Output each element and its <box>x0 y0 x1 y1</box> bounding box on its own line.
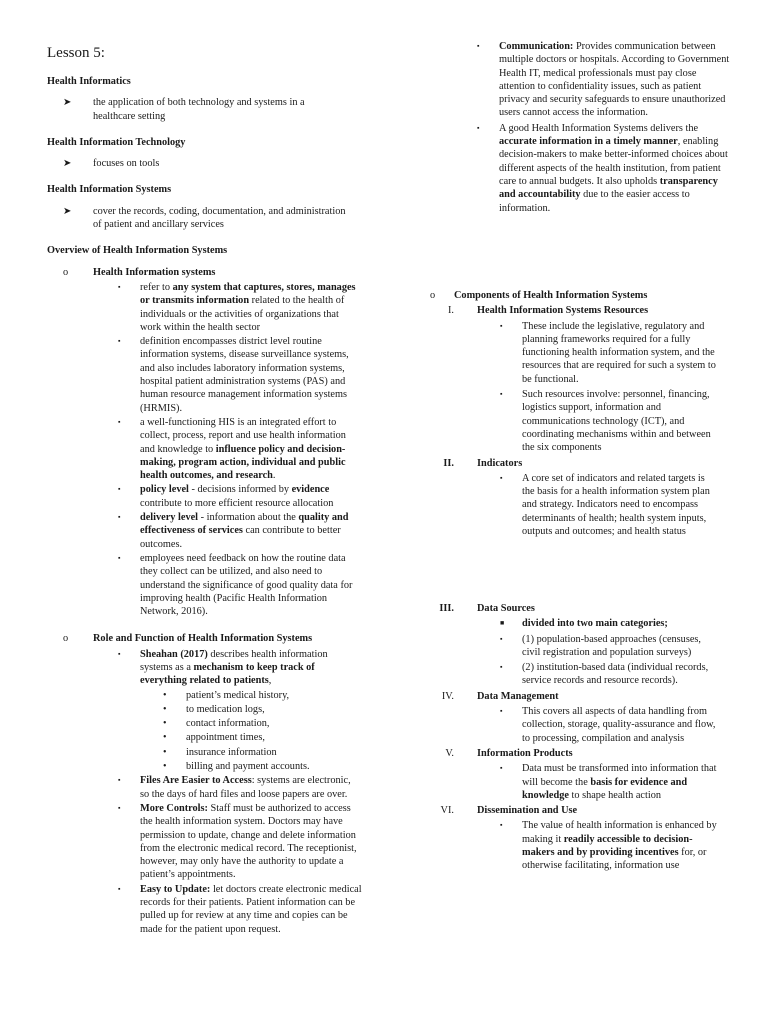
text: : systems are electronic, so the days of hard files and loose papers are over. <box>140 775 351 800</box>
list-item <box>118 774 365 801</box>
emphasis-text: any system that captures, stores, manages or transmits information <box>140 281 356 307</box>
emphasis-text: quality and effectiveness of services <box>140 512 349 537</box>
square-bullet-icon: ▪ <box>118 513 121 522</box>
components-section-2 <box>430 602 730 875</box>
list-item <box>500 320 730 386</box>
text: contact information, <box>186 718 270 730</box>
arrow-bullet-icon: ➤ <box>63 158 72 170</box>
circle-bullet-icon: o <box>430 290 436 301</box>
text: . <box>272 470 276 482</box>
text: , <box>268 675 272 687</box>
square-bullet-icon: ▪ <box>500 634 503 643</box>
text: These include the legislative, regulatory and planning frameworks required for a fully functioning health information system, and the resources that are required for such a system to be functional. <box>522 320 716 385</box>
text: patient’s medical history, <box>186 689 290 701</box>
text: a well-functioning HIS is an integrated effort to collect, process, report and use health information and knowledge to <box>140 416 346 455</box>
dot-bullet-icon: • <box>163 718 167 730</box>
text: to medication logs, <box>186 703 265 715</box>
emphasis-text: delivery level <box>140 512 199 524</box>
subsection-title: Role and Function of Health Information Systems <box>93 633 313 645</box>
text: to shape health action <box>568 789 661 801</box>
text: insurance information <box>186 746 277 758</box>
text: This covers all aspects of data handling from collection, storage, quality-assurance and flow, to processing, compilation and analysis <box>522 706 716 744</box>
sub-list-item <box>163 760 365 773</box>
roman-numeral: III. <box>439 603 454 614</box>
text: employees need feedback on how the routine data they collect can be utilized, and also need to understand the significance of good quality data for improving health (Pacific Health Information Network, 2016). <box>140 552 353 618</box>
emphasis-text: Sheahan (2017) <box>140 648 208 660</box>
square-bullet-icon: ▪ <box>118 337 121 346</box>
list-item <box>477 122 737 215</box>
list-item <box>118 483 365 510</box>
component-title: Data Sources <box>477 603 535 614</box>
list-item <box>118 511 365 551</box>
text: The value of health information is enhanced by making it <box>522 820 717 845</box>
component-heading <box>430 304 730 317</box>
subsection-his <box>47 266 365 279</box>
list-item <box>118 281 365 334</box>
square-bullet-icon: ▪ <box>118 417 121 426</box>
list-item <box>118 883 365 936</box>
dot-bullet-icon: • <box>163 732 167 744</box>
square-bullet-icon: ▪ <box>500 390 503 399</box>
square-bullet-icon: ▪ <box>118 553 121 562</box>
dot-bullet-icon: • <box>163 761 167 773</box>
square-bullet-icon: ▪ <box>118 776 121 785</box>
emphasis-text: accurate information in a timely manner <box>499 136 678 148</box>
right-column-top <box>477 40 737 217</box>
definition-text: focuses on tools <box>93 158 160 170</box>
list-item <box>500 472 730 538</box>
component-title: Information Products <box>477 747 573 759</box>
dot-bullet-icon: • <box>163 703 167 715</box>
square-bullet-icon: ■ <box>500 619 505 628</box>
square-bullet-icon: ▪ <box>477 123 480 132</box>
text: Staff must be authorized to access the health information system. Doctors may have permission to update, change and delete information from the electronic medical record. The receptionist, however, may only have the authority to update a patient’s appointments. <box>140 802 357 881</box>
text: describes health information systems as a <box>140 648 328 673</box>
text: Provides communication between multiple doctors or hospitals. According to Government Health IT, medical professionals must pay close attention to confidentiality issues, such as patient privacy and security safeguards to ensure unauthorized users cannot access the information. <box>499 41 730 119</box>
text: contribute to more efficient resource allocation <box>140 497 334 509</box>
components-section <box>430 289 730 540</box>
definition-text: cover the records, coding, documentation, and administration of patient and ancillary services <box>93 205 346 231</box>
list-item <box>118 416 365 482</box>
sub-list-item <box>163 689 365 702</box>
circle-bullet-icon: o <box>63 633 69 645</box>
square-bullet-icon: ▪ <box>118 282 121 291</box>
component-title: Dissemination and Use <box>477 805 578 817</box>
text: Such resources involve: personnel, financing, logistics support, information and communications technology (ICT), and coordinating mechanisms within and between the six components <box>522 389 711 454</box>
component-heading <box>430 747 730 760</box>
emphasis-text: evidence <box>291 484 330 496</box>
text: - information about the <box>198 512 299 524</box>
square-bullet-icon: ▪ <box>118 884 121 893</box>
roman-numeral: II. <box>443 457 454 469</box>
list-item <box>118 648 365 688</box>
roman-numeral: I. <box>447 305 454 317</box>
text: definition encompasses district level routine information systems, disease surveillance systems, and also includes laboratory information systems, hospital patient administration systems (PAS) and human resource management information systems (HRMIS). <box>140 336 349 414</box>
list-item <box>118 335 365 415</box>
component-heading <box>430 804 730 817</box>
text: due to the easier access to information. <box>499 189 690 214</box>
section-heading-health-informatics: Health Informatics <box>47 76 131 87</box>
emphasis-text: transparency and accountability <box>499 175 718 201</box>
text: for, or otherwise facilitating, information use <box>522 847 707 872</box>
subsection-role <box>47 632 365 645</box>
text: billing and payment accounts. <box>186 761 310 773</box>
dot-bullet-icon: • <box>163 689 167 701</box>
section-heading-his: Health Information Systems <box>47 184 172 196</box>
emphasis-text: basis for evidence and knowledge <box>522 776 688 801</box>
text: (2) institution-based data (individual records, service records and resource records). <box>522 662 709 687</box>
roman-numeral: VI. <box>440 805 454 817</box>
text: Data must be transformed into information that will become the <box>522 763 717 788</box>
roman-numeral: IV. <box>441 690 454 702</box>
list-item <box>500 762 730 802</box>
dot-bullet-icon: • <box>163 746 167 758</box>
square-bullet-icon: ▪ <box>500 321 503 330</box>
list-item <box>500 705 730 745</box>
square-bullet-icon: ▪ <box>500 663 503 672</box>
text: let doctors create electronic medical records for their patients. Patient information can be pulled up for review at any time and copies can be made for the patient upon request. <box>140 883 362 935</box>
square-bullet-icon: ▪ <box>500 821 503 830</box>
list-item <box>118 802 365 882</box>
list-item <box>500 661 730 688</box>
emphasis-text: divided into two main categories; <box>522 618 668 630</box>
text: (1) population-based approaches (censuses, civil registration and population surveys) <box>522 633 701 658</box>
overview-heading: Overview of Health Information Systems <box>47 245 228 257</box>
list-item <box>500 388 730 454</box>
emphasis-text: Communication: <box>499 41 574 52</box>
list-item <box>118 552 365 618</box>
list-item <box>477 40 737 120</box>
list-item <box>500 617 730 630</box>
arrow-item <box>47 96 365 123</box>
sub-list-item <box>163 731 365 744</box>
subsection-title: Components of Health Information Systems <box>454 290 648 301</box>
text: refer to <box>140 281 173 293</box>
square-bullet-icon: ▪ <box>500 764 503 773</box>
arrow-bullet-icon: ➤ <box>63 205 72 217</box>
square-bullet-icon: ▪ <box>118 649 121 658</box>
component-heading <box>430 602 730 615</box>
list-item <box>500 633 730 660</box>
emphasis-text: policy level <box>140 484 189 496</box>
emphasis-text: mechanism to keep track of everything related to patients <box>140 661 315 687</box>
arrow-item <box>47 157 365 170</box>
arrow-item <box>47 205 365 232</box>
square-bullet-icon: ▪ <box>477 42 480 50</box>
emphasis-text: Easy to Update: <box>140 883 211 895</box>
emphasis-text: influence policy and decision-making, program action, individual and public health outcomes, and research <box>140 443 346 482</box>
component-title: Data Management <box>477 690 559 702</box>
square-bullet-icon: ▪ <box>118 803 121 812</box>
emphasis-text: Files Are Easier to Access <box>140 775 252 787</box>
arrow-bullet-icon: ➤ <box>63 97 72 109</box>
subsection-title: Health Information systems <box>93 266 216 278</box>
section-heading-hit: Health Information Technology <box>47 136 186 148</box>
text: , enabling decision-makers to make better-informed choices about different aspects of the health institution, from patient care to annual budgets. It also upholds <box>499 136 728 187</box>
component-title: Indicators <box>477 457 523 469</box>
subsection-components <box>430 289 730 302</box>
component-heading <box>430 457 730 470</box>
component-heading <box>430 690 730 703</box>
lesson-title: Lesson 5: <box>47 45 105 61</box>
sub-list-item <box>163 717 365 730</box>
sub-list-item <box>163 703 365 716</box>
roman-numeral: V. <box>445 747 454 759</box>
emphasis-text: readily accessible to decision-makers and by providing incentives <box>522 833 693 859</box>
definition-text: the application of both technology and systems in a healthcare setting <box>93 97 305 122</box>
text: A core set of indicators and related targets is the basis for a health information system plan and strategy. Indicators need to encompass determinants of health; health system inputs, outputs and outcomes; and health status <box>522 472 710 538</box>
square-bullet-icon: ▪ <box>118 485 121 494</box>
text: A good Health Information Systems delivers the <box>499 122 699 134</box>
sub-list-item <box>163 746 365 759</box>
circle-bullet-icon: o <box>63 266 69 278</box>
square-bullet-icon: ▪ <box>500 473 503 482</box>
text: - decisions informed by <box>188 484 292 496</box>
square-bullet-icon: ▪ <box>500 707 503 716</box>
text: appointment times, <box>186 732 265 744</box>
emphasis-text: More Controls: <box>140 802 208 814</box>
list-item <box>500 819 730 872</box>
text: related to the health of individuals or the activities of organizations that work within the health sector <box>140 295 345 333</box>
left-column <box>47 40 365 937</box>
text: can contribute to better outcomes. <box>140 525 341 550</box>
component-title: Health Information Systems Resources <box>477 305 649 317</box>
